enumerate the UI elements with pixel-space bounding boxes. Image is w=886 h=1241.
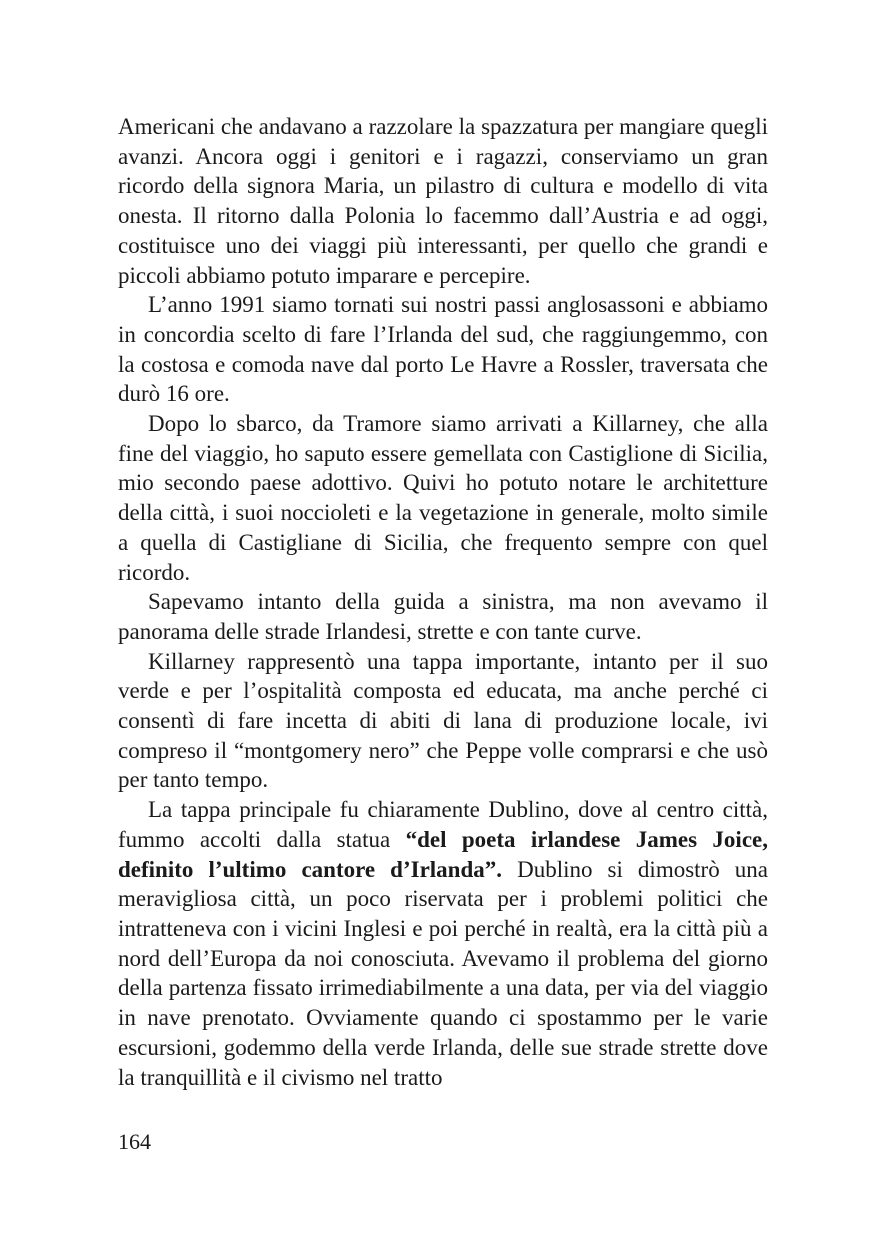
paragraph-1: Americani che andavano a razzolare la spazzatura per mangiare quegli avanzi. Ancora oggi i genitori e i ragazzi, conserviamo un gran ricordo della signora Maria, un pilastro di cultura e modello di vita onesta. Il ritorno dalla Polonia lo facemmo dall’Austria e ad oggi, costituisce uno dei viaggi più interessanti, per quello che grandi e piccoli abbiamo potuto imparare e percepire. <box>118 114 768 288</box>
paragraph-6-start: La tappa principale fu chiaramente Dublino, dove al centro città, fummo accolti dalla statua <box>118 797 768 852</box>
paragraph-5: Killarney rappresentò una tappa importante, intanto per il suo verde e per l’ospitalità composta ed educata, ma anche perché ci consentì di fare incetta di abiti di lana di produzione locale, ivi compreso il “montgomery nero” che Peppe volle comprarsi e che usò per tanto tempo. <box>118 648 768 793</box>
paragraph-2: L’anno 1991 siamo tornati sui nostri passi anglosassoni e abbiamo in concordia scelto di fare l’Irlanda del sud, che raggiungemmo, con la costosa e comoda nave dal porto Le Havre a Rossler, traversata che durò 16 ore. <box>118 292 768 407</box>
bold-quote: “del poeta irlandese James Joice, definito l’ultimo cantore d’Irlanda”. <box>118 826 768 882</box>
paragraph-6 <box>118 795 768 1092</box>
paragraph-6-end: Dublino si dimostrò una meravigliosa città, un poco riservata per i problemi politici che intratteneva con i vicini Inglesi e poi perché in realtà, era la città più a nord dell’Europa da noi conosciuta. Avevamo il problema del giorno della partenza fissato irrimediabilmente a una data, per via del viaggio in nave prenotato. Ovviamente quando ci spostammo per le varie escursioni, godemmo della verde Irlanda, delle sue strade strette dove la tranquillità e il civismo nel tratto <box>118 856 768 1090</box>
paragraph-3: Dopo lo sbarco, da Tramore siamo arrivati a Killarney, che alla fine del viaggio, ho saputo essere gemellata con Castiglione di Sicilia, mio secondo paese adottivo. Quivi ho potuto notare le architetture della città, i suoi noccioleti e la vegetazione in generale, molto simile a quella di Castigliane di Sicilia, che frequento sempre con quel ricordo. <box>118 411 768 585</box>
page-number: 164 <box>118 1129 151 1154</box>
body-text <box>118 112 768 1092</box>
paragraph-4: Sapevamo intanto della guida a sinistra, ma non avevamo il panorama delle strade Irlandesi, strette e con tante curve. <box>118 589 768 644</box>
